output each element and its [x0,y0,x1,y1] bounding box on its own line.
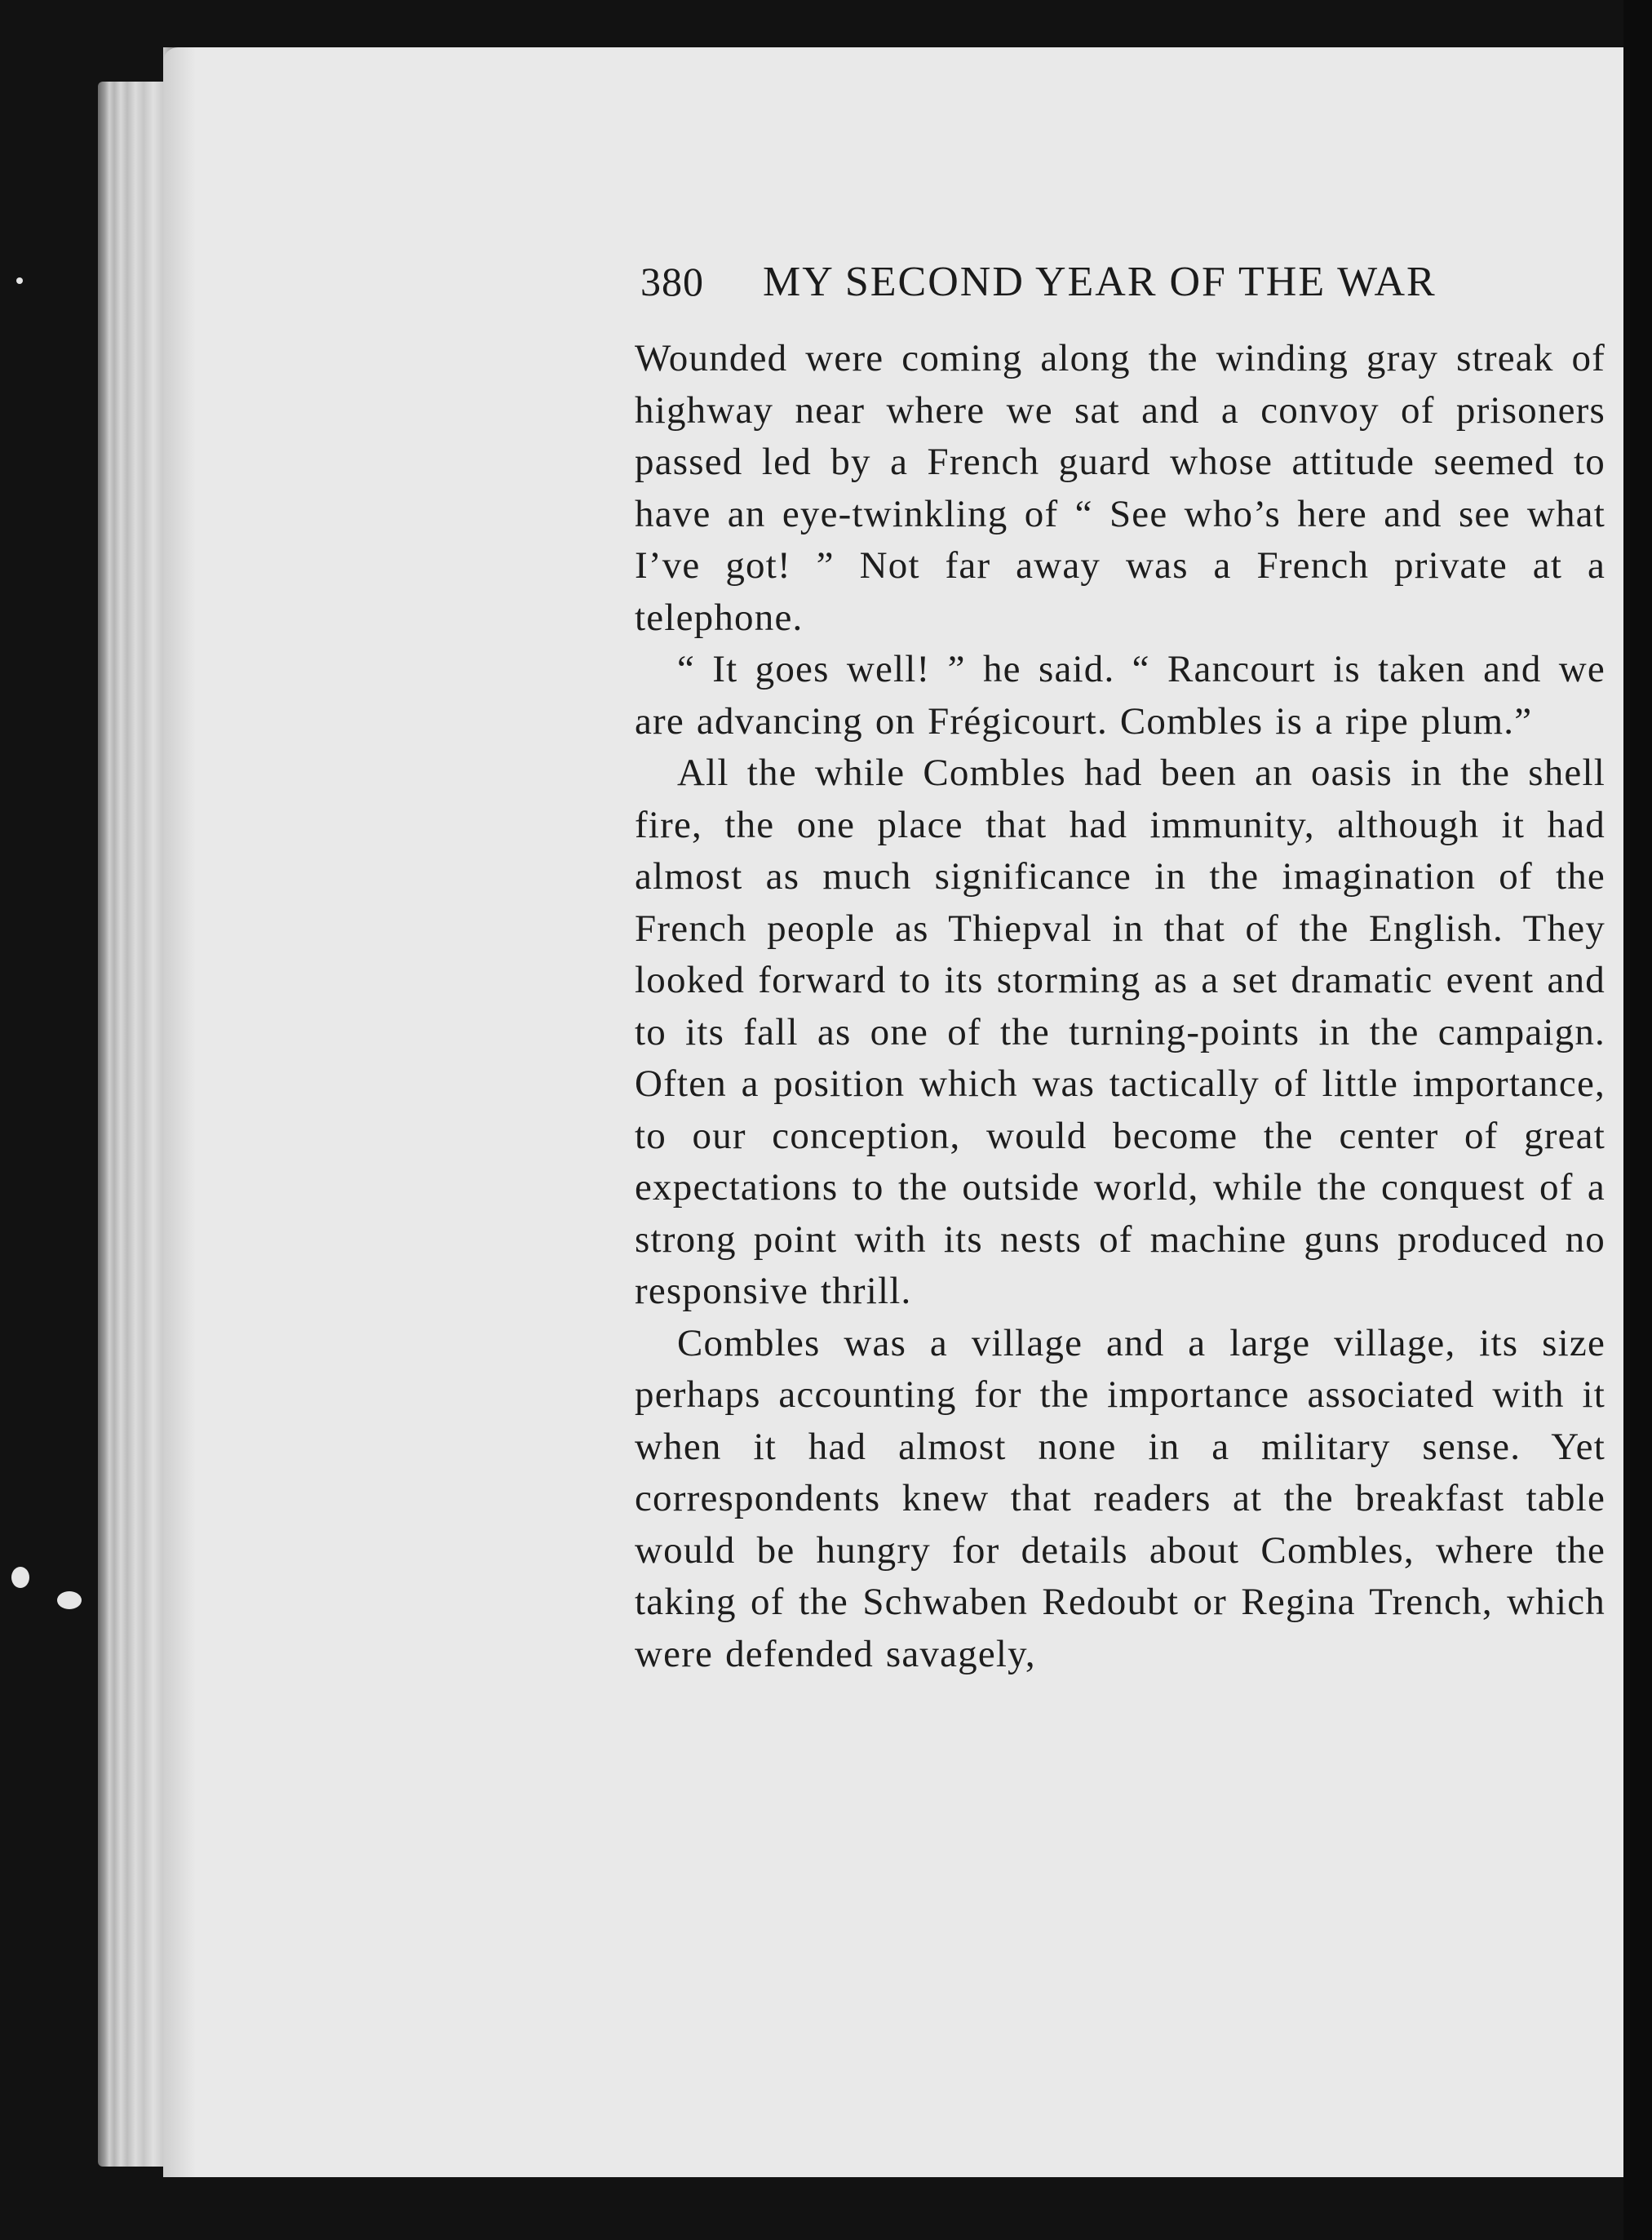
dust-speck [11,1567,29,1588]
running-title: MY SECOND YEAR OF THE WAR [763,259,1437,305]
paragraph: “ It goes well! ” he said. “ Rancourt is taken and we are advancing on Frégicourt. Combles is a ripe plum.” [635,648,1605,743]
dust-speck [57,1591,82,1609]
scan-border [1623,0,1652,2240]
paragraph: All the while Combles had been an oasis in the shell fire, the one place that had immunity, although it had almost as much significance in the imagination of the French people as Thiepval in that of the English. They looked forward to its storming as a set dramatic event and to its fall as one of the turning-points in the campaign. Often a position which was tactically of little importance, to our conception, would become the center of great expectations to the outside world, while the conquest of a strong point with its nests of machine guns produced no responsive thrill. [635,752,1605,1312]
body-text [635,333,1605,1680]
dust-speck [16,277,23,284]
gutter-shadow [163,47,196,2177]
page-number: 380 [640,259,704,304]
paragraph: Combles was a village and a large village, its size perhaps accounting for the importance associated with it when it had almost none in a military sense. Yet correspondents knew that readers at the breakfast table would be hungry for details about Combles, where the taking of the Schwaben Redoubt or Regina Trench, which were defended savagely, [635,1321,1605,1675]
paragraph: Wounded were coming along the winding gray streak of highway near where we sat and a convoy of prisoners passed led by a French guard whose attitude seemed to have an eye-twinkling of “ See who’s here and see what I’ve got! ” Not far away was a French private at a telephone. [635,337,1605,639]
page-header [640,253,1595,318]
